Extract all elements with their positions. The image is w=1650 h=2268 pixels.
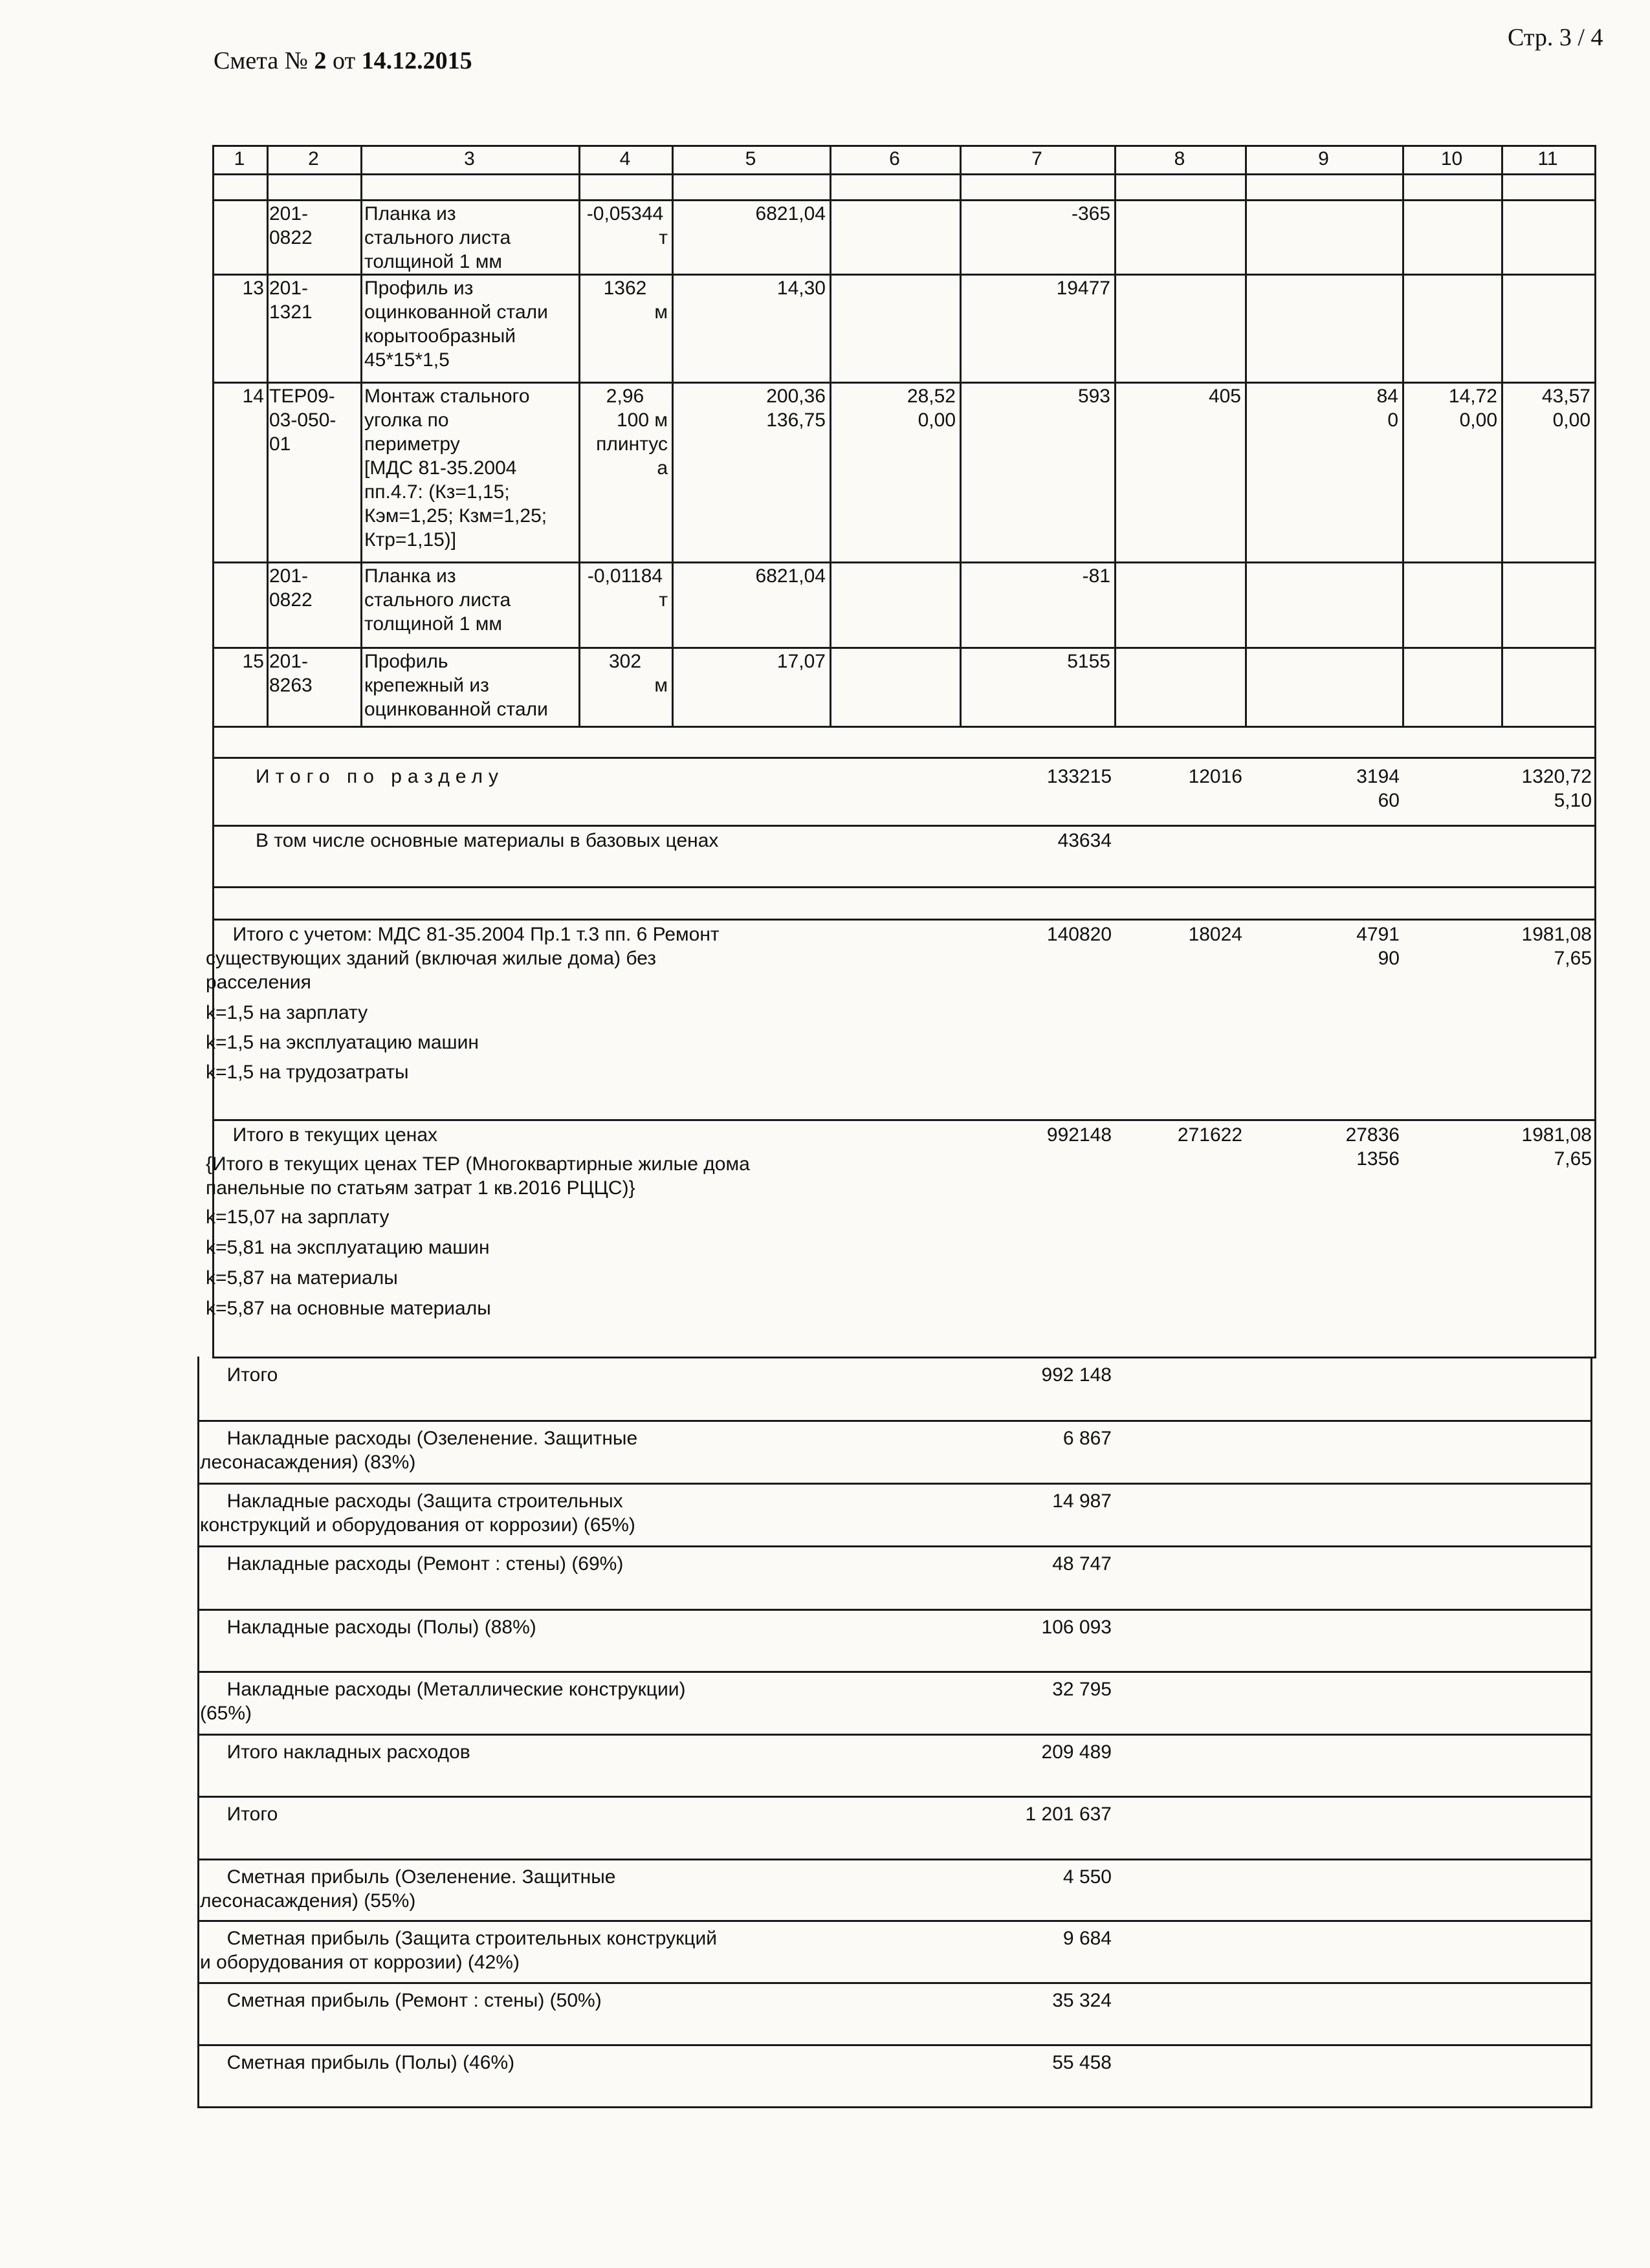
table-rule	[212, 274, 1596, 276]
table-rule	[267, 647, 269, 726]
base-materials-label: В том числе основные материалы в базовых ценах	[256, 830, 719, 851]
table-rule	[578, 199, 580, 274]
table-rule	[1402, 562, 1404, 647]
table-rule	[1114, 562, 1116, 647]
section-total-col11: 1320,72 5,10	[1521, 766, 1592, 811]
summary-label: Итого	[200, 1804, 278, 1825]
row-col-5: 200,36 136,75	[766, 386, 826, 431]
table-rule	[1594, 562, 1596, 647]
table-rule	[212, 1357, 1596, 1358]
summary-value: 55 458	[1052, 2052, 1112, 2073]
base-materials-col7: 43634	[1057, 830, 1112, 851]
table-rule	[1402, 647, 1404, 726]
current-prices-col7: 992148	[1046, 1124, 1112, 1146]
row-name: Профиль из оцинкованной стали корытообразный 45*15*1,5	[364, 278, 548, 371]
table-rule	[212, 919, 1596, 921]
row-name: Планка из стального листа толщиной 1 мм	[364, 203, 511, 272]
table-rule	[197, 2044, 1592, 2046]
table-rule	[1501, 562, 1503, 647]
summary-label: Сметная прибыль (Полы) (46%)	[200, 2052, 515, 2073]
column-header: 10	[1440, 148, 1463, 169]
estimate-number: 2	[314, 47, 327, 74]
table-rule	[212, 1119, 1596, 1121]
table-rule	[1594, 274, 1596, 382]
table-rule	[1245, 199, 1247, 274]
table-rule	[212, 726, 1596, 728]
table-rule	[360, 274, 362, 382]
summary-value: 106 093	[1041, 1617, 1112, 1638]
summary-label: Сметная прибыль (Защита строительных конструкций и оборудования от коррозии) (42%)	[200, 1928, 717, 1973]
summary-label: Сметная прибыль (Ремонт : стены) (50%)	[200, 1990, 602, 2011]
summary-value: 35 324	[1052, 1990, 1112, 2011]
table-rule	[830, 274, 831, 382]
summary-value: 48 747	[1052, 1553, 1112, 1575]
row-unit: м	[654, 675, 668, 696]
current-prices-col8: 271622	[1177, 1124, 1242, 1146]
summary-value: 6 867	[1062, 1428, 1112, 1449]
table-rule	[1594, 145, 1596, 199]
mds-total-col8: 18024	[1188, 924, 1242, 945]
table-rule	[1114, 199, 1116, 274]
row-col-8: 405	[1208, 386, 1241, 407]
table-rule	[197, 1357, 199, 2106]
row-unit: 100 м плинтус а	[596, 409, 668, 479]
table-rule	[578, 382, 580, 562]
row-quantity: 2,96	[606, 386, 644, 407]
table-rule	[267, 382, 269, 562]
table-rule	[212, 562, 214, 647]
table-rule	[360, 199, 362, 274]
page-number: Стр. 3 / 4	[1508, 24, 1603, 51]
section-total-col8: 12016	[1188, 766, 1242, 787]
table-rule	[197, 1671, 1592, 1673]
row-number: 14	[242, 386, 264, 407]
table-rule	[1594, 199, 1596, 274]
row-col-7: -365	[1071, 203, 1110, 224]
table-rule	[212, 145, 1596, 147]
row-name: Профиль крепежный из оцинкованной стали	[364, 651, 548, 720]
table-rule	[360, 382, 362, 562]
table-rule	[197, 1859, 1592, 1860]
summary-value: 1 201 637	[1025, 1804, 1112, 1825]
row-quantity: -0,01184	[587, 565, 663, 587]
table-rule	[212, 647, 1596, 649]
row-col-5: 6821,04	[755, 565, 826, 587]
summary-label: Сметная прибыль (Озеленение. Защитные лесонасаждения) (55%)	[200, 1866, 616, 1912]
summary-label: Накладные расходы (Металлические конструкции) (65%)	[200, 1679, 686, 1724]
current-prices-note: {Итого в текущих ценах ТЕР (Многоквартирные жилые дома панельные по статьям затрат 1 кв.2016 РЦЦС)}	[206, 1153, 750, 1199]
table-rule	[1590, 1357, 1592, 2106]
summary-value: 32 795	[1052, 1679, 1112, 1700]
current-prices-coefficient: k=5,87 на основные материалы	[206, 1298, 491, 1319]
column-header: 8	[1174, 148, 1185, 169]
row-quantity: 1362	[603, 278, 647, 299]
row-name: Монтаж стального уголка по периметру [МДС 81-35.2004 пп.4.7: (Кз=1,15; Кэм=1,25; Кзм=1,25; Ктр=1,15)]	[364, 386, 547, 551]
table-rule	[212, 886, 1596, 888]
summary-label: Итого накладных расходов	[200, 1741, 470, 1763]
column-header: 2	[308, 148, 319, 169]
row-code: 201- 8263	[269, 651, 313, 696]
mds-coefficient: k=1,5 на трудозатраты	[206, 1062, 409, 1083]
mds-total-label: Итого с учетом: МДС 81-35.2004 Пр.1 т.3 пп. 6 Ремонт существующих зданий (включая жилые дома) без расселения	[206, 924, 720, 993]
table-rule	[1594, 647, 1596, 726]
summary-label: Накладные расходы (Полы) (88%)	[200, 1617, 536, 1638]
table-rule	[212, 382, 1596, 384]
summary-value: 992 148	[1041, 1364, 1112, 1386]
column-header: 9	[1318, 148, 1329, 169]
table-rule	[1594, 382, 1596, 562]
table-rule	[1594, 726, 1596, 1357]
table-rule	[212, 825, 1596, 827]
column-header: 11	[1537, 148, 1558, 169]
table-rule	[1114, 274, 1116, 382]
table-rule	[212, 199, 1596, 201]
mds-total-col11: 1981,08 7,65	[1521, 924, 1592, 969]
row-col-5: 17,07	[776, 651, 826, 672]
table-rule	[197, 1609, 1592, 1611]
current-prices-col11: 1981,08 7,65	[1521, 1124, 1592, 1170]
row-number: 15	[242, 651, 264, 672]
mds-coefficient: k=1,5 на эксплуатацию машин	[206, 1032, 479, 1053]
table-rule	[267, 199, 269, 274]
row-col-7: 5155	[1067, 651, 1110, 672]
section-total-col9: 3194 60	[1356, 766, 1400, 811]
table-rule	[1245, 274, 1247, 382]
row-unit: т	[659, 589, 668, 611]
table-rule	[1402, 199, 1404, 274]
summary-label: Накладные расходы (Защита строительных конструкций и оборудования от коррозии) (65%)	[200, 1490, 635, 1536]
table-rule	[1402, 274, 1404, 382]
table-rule	[360, 647, 362, 726]
table-rule	[197, 1545, 1592, 1547]
table-rule	[830, 199, 831, 274]
table-rule	[267, 562, 269, 647]
summary-value: 209 489	[1041, 1741, 1112, 1763]
row-col-9: 84 0	[1376, 386, 1398, 431]
row-col-5: 6821,04	[755, 203, 826, 224]
table-rule	[960, 382, 962, 562]
row-col-5: 14,30	[776, 278, 826, 299]
table-rule	[212, 562, 1596, 563]
estimate-date-prefix: от	[326, 47, 362, 74]
section-total-col7: 133215	[1046, 766, 1112, 787]
row-code: 201- 0822	[269, 203, 313, 248]
table-rule	[212, 757, 1596, 759]
summary-value: 14 987	[1052, 1490, 1112, 1512]
estimate-title-prefix: Смета №	[214, 47, 314, 74]
table-rule	[360, 562, 362, 647]
table-rule	[197, 1982, 1592, 1984]
table-rule	[267, 274, 269, 382]
table-rule	[578, 274, 580, 382]
current-prices-coefficient: k=5,81 на эксплуатацию машин	[206, 1237, 490, 1258]
table-rule	[1114, 382, 1116, 562]
table-rule	[197, 2106, 1592, 2108]
table-rule	[1245, 562, 1247, 647]
table-rule	[197, 1734, 1592, 1736]
table-rule	[1501, 274, 1503, 382]
row-col-6: 28,52 0,00	[907, 386, 956, 431]
mds-total-col7: 140820	[1046, 924, 1112, 945]
table-rule	[197, 1920, 1592, 1922]
current-prices-coefficient: k=5,87 на материалы	[206, 1267, 398, 1289]
table-rule	[212, 173, 1596, 175]
row-code: 201- 0822	[269, 565, 313, 611]
row-name: Планка из стального листа толщиной 1 мм	[364, 565, 511, 635]
row-col-7: -81	[1082, 565, 1110, 587]
table-rule	[1501, 647, 1503, 726]
summary-value: 9 684	[1062, 1928, 1112, 1949]
current-prices-col9: 27836 1356	[1345, 1124, 1400, 1170]
estimate-date: 14.12.2015	[361, 47, 472, 74]
table-rule	[830, 647, 831, 726]
summary-label: Накладные расходы (Озеленение. Защитные лесонасаждения) (83%)	[200, 1428, 638, 1473]
row-col-7: 593	[1077, 386, 1110, 407]
table-rule	[1501, 199, 1503, 274]
table-rule	[197, 1483, 1592, 1485]
row-col-7: 19477	[1056, 278, 1110, 299]
estimate-title	[214, 47, 472, 75]
table-rule	[830, 562, 831, 647]
column-header: 3	[464, 148, 475, 169]
summary-label: Итого	[200, 1364, 278, 1386]
column-header: 4	[619, 148, 631, 169]
row-quantity: 302	[608, 651, 642, 672]
row-code: ТЕР09- 03-050- 01	[269, 386, 336, 455]
row-number: 13	[242, 278, 264, 299]
mds-total-col9: 4791 90	[1356, 924, 1400, 969]
mds-coefficient: k=1,5 на зарплату	[206, 1002, 368, 1023]
current-prices-label: Итого в текущих ценах	[206, 1124, 438, 1146]
table-rule	[212, 382, 214, 562]
row-quantity: -0,05344	[586, 203, 664, 224]
table-rule	[1245, 647, 1247, 726]
column-header: 7	[1031, 148, 1042, 169]
row-code: 201- 1321	[269, 278, 313, 323]
row-col-10: 14,72 0,00	[1448, 386, 1497, 431]
column-header: 1	[234, 148, 245, 169]
row-col-11: 43,57 0,00	[1541, 386, 1590, 431]
table-rule	[578, 647, 580, 726]
section-total-label: Итого по разделу	[256, 766, 505, 787]
table-rule	[212, 199, 214, 274]
row-unit: т	[659, 227, 668, 248]
table-rule	[197, 1420, 1592, 1422]
table-rule	[578, 562, 580, 647]
row-unit: м	[654, 301, 668, 323]
summary-value: 4 550	[1062, 1866, 1112, 1888]
table-rule	[1114, 647, 1116, 726]
column-header: 5	[745, 148, 756, 169]
table-rule	[197, 1796, 1592, 1798]
current-prices-coefficient: k=15,07 на зарплату	[206, 1206, 390, 1228]
column-header: 6	[889, 148, 900, 169]
summary-label: Накладные расходы (Ремонт : стены) (69%)	[200, 1553, 624, 1575]
